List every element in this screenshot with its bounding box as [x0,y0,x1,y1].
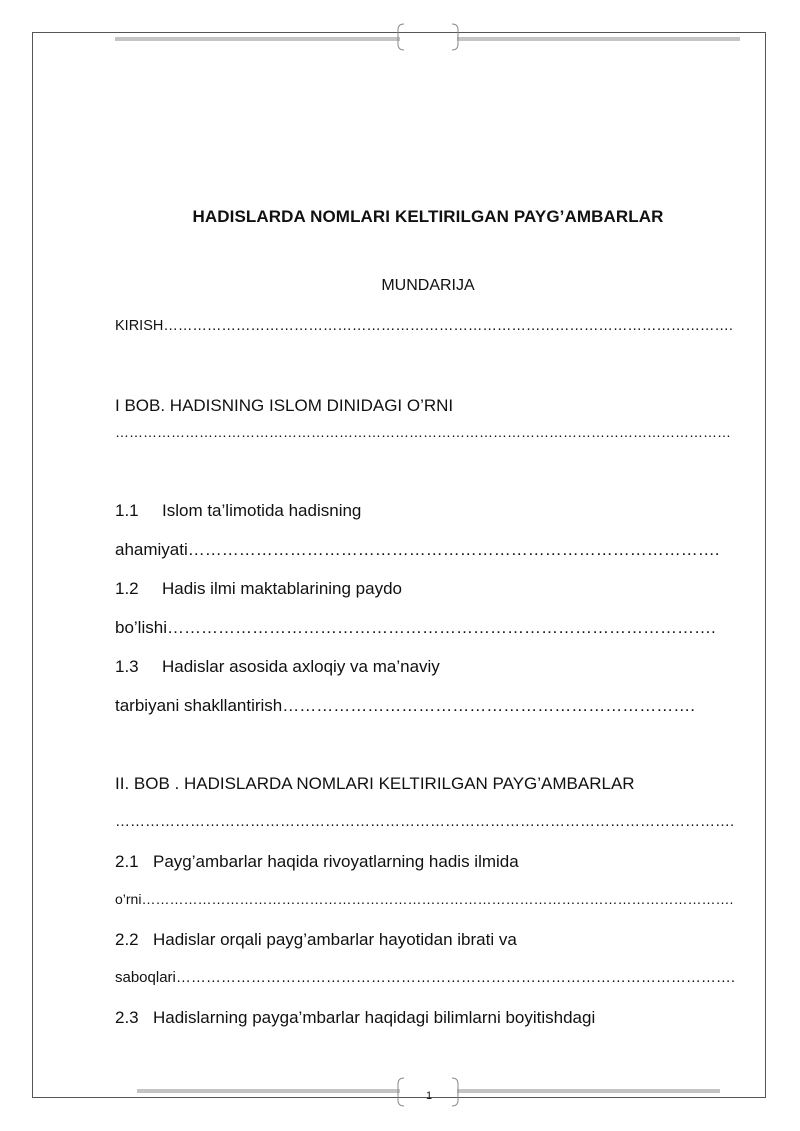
toc-entry-kirish: KIRISH………………………………………………………………………………………………………. [115,318,733,334]
toc-section-1-2-cont: bo’lishi……………………………………………………………………………………. [115,618,716,637]
toc-section-2-1-cont: o’rni………………………………………………………………………………………………………………. [115,891,734,907]
toc-section-1-3: 1.3 Hadislar asosida axloqiy va ma’naviy [115,657,440,676]
document-title: HADISLARDA NOMLARI KELTIRILGAN PAYG’AMBARLAR [192,207,664,226]
toc-section-1-1: 1.1 Islom ta’limotida hadisning [115,501,362,520]
contents-heading: MUNDARIJA [381,277,475,294]
toc-section-2-1: 2.1 Payg’ambarlar haqida rivoyatlarning hadis ilmida [115,852,519,871]
toc-leader: ……………………………………………………………………………………………………………. [115,813,735,830]
toc-chapter-2: II. BOB . HADISLARDA NOMLARI KELTIRILGAN PAYG’AMBARLAR [115,774,635,793]
toc-section-1-2: 1.2 Hadis ilmi maktablarining paydo [115,579,403,598]
page-number: 1 [425,1090,433,1102]
toc-leader: …………………………………………………………………………………………………………………… [115,424,731,440]
toc-section-2-2-cont: saboqlari…………………………………………………………………………………………………. [115,969,736,986]
toc-chapter-1: I BOB. HADISNING ISLOM DINIDAGI O’RNI [115,396,454,415]
toc-section-2-3: 2.3 Hadislarning payga’mbarlar haqidagi bilimlarni boyitishdagi [115,1008,596,1027]
toc-section-1-3-cont: tarbiyani shakllantirish………………………………………………………………. [115,696,695,715]
toc-section-2-2: 2.2 Hadislar orqali payg’ambarlar hayotidan ibrati va [115,930,517,949]
toc-section-1-1-cont: ahamiyati…………………………………………………………………………………. [115,540,720,559]
